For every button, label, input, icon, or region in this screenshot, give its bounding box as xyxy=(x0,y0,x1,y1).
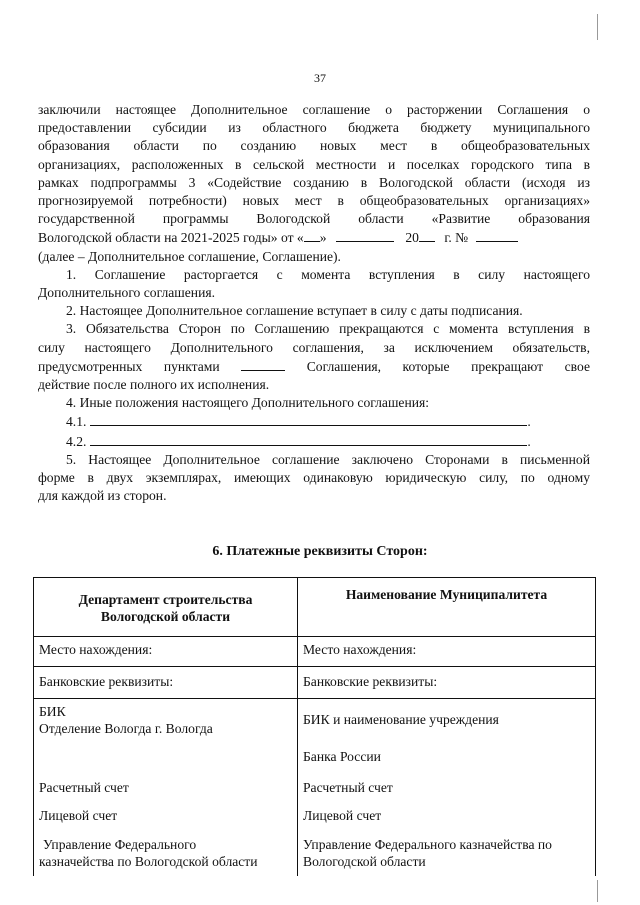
scan-edge-mark-top xyxy=(597,14,598,40)
clause-3-items-line: предусмотренных пунктами Соглашения, которые прекращают свое xyxy=(38,358,590,374)
items-blank xyxy=(241,357,285,371)
table-row xyxy=(34,667,596,699)
right-treasury: Управление Федерального казначейства по Вологодской области xyxy=(298,836,596,876)
number-blank xyxy=(476,228,518,242)
payment-details-table xyxy=(33,577,596,876)
clause-5-cont: форме в двух экземплярах, имеющих одинаковую юридическую силу, по одному xyxy=(38,470,590,486)
day-blank xyxy=(304,228,320,242)
year-blank xyxy=(419,228,435,242)
intro-line: предоставлении субсидии из областного бюджета бюджету муниципального xyxy=(38,120,590,136)
table-row xyxy=(34,807,596,836)
right-bik: БИК и наименование учреждения xyxy=(303,712,499,727)
table-row xyxy=(34,637,596,667)
right-bank-russia: Банка России xyxy=(303,749,381,764)
clause-4-2-line: 4.2. . xyxy=(66,433,531,449)
clause-4: 4. Иные положения настоящего Дополнительного соглашения: xyxy=(66,395,430,411)
left-location: Место нахождения: xyxy=(34,637,298,667)
table-row xyxy=(34,779,596,807)
intro-line: рамках подпрограммы 3 «Содействие созданию в Вологодской области (исходя из xyxy=(38,174,590,190)
right-bik-cell xyxy=(298,699,596,780)
clause-5: 5. Настоящее Дополнительное соглашение заключено Сторонами в письменной xyxy=(66,451,590,467)
right-bank-details: Банковские реквизиты: xyxy=(298,667,596,699)
intro-line: прогнозируемой потребности) новых мест в общеобразовательных организациях» xyxy=(38,193,590,209)
intro-line: (далее – Дополнительное соглашение, Соглашение). xyxy=(38,248,341,264)
intro-line: заключили настоящее Дополнительное соглашение о расторжении Соглашения о xyxy=(38,102,590,117)
clause-3: 3. Обязательства Сторон по Соглашению прекращаются с момента вступления в xyxy=(66,321,590,337)
month-blank xyxy=(336,228,394,242)
table-row xyxy=(34,699,596,780)
table-row xyxy=(34,836,596,876)
intro-line: образования области по созданию новых мест в общеобразовательных xyxy=(38,138,590,154)
intro-line: государственной программы Вологодской области «Развитие образования xyxy=(38,211,590,227)
clause-4-2-blank xyxy=(90,432,527,446)
agreement-text xyxy=(38,101,590,505)
clause-5-cont: для каждой из сторон. xyxy=(38,488,167,504)
clause-4-1-line: 4.1. . xyxy=(66,414,531,430)
clause-2: 2. Настоящее Дополнительное соглашение вступает в силу с даты подписания. xyxy=(66,303,523,319)
clause-3-cont: действие после полного их исполнения. xyxy=(38,377,270,393)
intro-line: организациях, расположенных в сельской местности и поселках городского типа в xyxy=(38,156,590,172)
clause-1: 1. Соглашение расторгается с момента вступления в силу настоящего xyxy=(66,266,590,282)
left-personal-account: Лицевой счет xyxy=(34,807,298,836)
clause-4-1-blank xyxy=(90,412,527,426)
right-party-header: Наименование Муниципалитета xyxy=(298,578,596,637)
left-branch: Отделение Вологда г. Вологда xyxy=(39,721,213,736)
page-number: 37 xyxy=(314,71,326,85)
right-location: Место нахождения: xyxy=(298,637,596,667)
section-title: 6. Платежные реквизиты Сторон: xyxy=(212,544,428,559)
left-bik-cell xyxy=(34,699,298,780)
right-settlement-account: Расчетный счет xyxy=(298,779,596,807)
table-header-row xyxy=(34,578,596,637)
left-bank-details: Банковские реквизиты: xyxy=(34,667,298,699)
intro-date-line: Вологодской области на 2021-2025 годы» от « » 20 г. № xyxy=(38,228,590,247)
left-party-header: Департамент строительства Вологодской области xyxy=(34,578,298,637)
clause-1-cont: Дополнительного соглашения. xyxy=(38,285,215,301)
left-settlement-account: Расчетный счет xyxy=(34,779,298,807)
clause-3-cont: силу настоящего Дополнительного соглашения, за исключением обязательств, xyxy=(38,339,590,355)
right-personal-account: Лицевой счет xyxy=(298,807,596,836)
left-treasury: Управление Федерального казначейства по Вологодской области xyxy=(34,836,298,876)
left-bik: БИК xyxy=(39,704,66,719)
scan-edge-mark-bottom xyxy=(597,880,598,902)
